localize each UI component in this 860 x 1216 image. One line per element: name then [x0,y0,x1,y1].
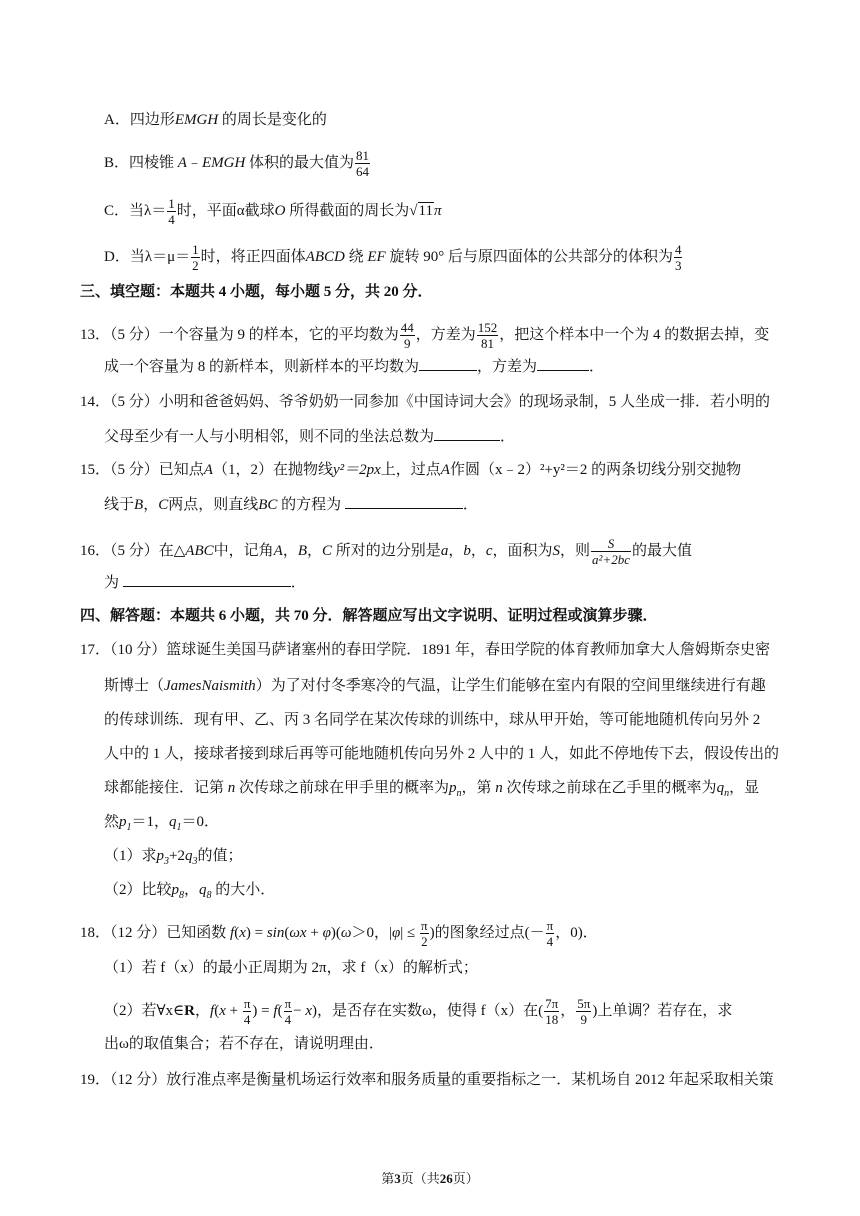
q15-point-a-2: A [440,462,450,478]
q18-real-set: R [184,1002,196,1019]
q17-line5-e: ，显 [729,780,760,796]
q15-point-c: C [158,497,169,513]
question-15-line2 [104,494,478,515]
option-d-num: 1 [192,242,199,257]
q18-sub2-b: ，是否存在实数ω，使得 f（x）在 [317,1002,539,1019]
question-17-line1: 17．（10 分）篮球诞生美国马萨诸塞州的春田学院．1891 年，春田学院的体育教师加拿大人詹姆斯奈史密 [80,642,771,658]
q17-sub1-b: 的值； [197,848,243,864]
q15-text-b: （1，2）在抛物线 [212,462,333,478]
q13-mean-num: 44 [400,320,414,335]
q13-var-num: 152 [477,320,498,335]
q15-line2-d: ． [462,497,478,513]
q18-point-x: $\frac{\pi}{4}$ [546,918,554,949]
q17-line5-a: 球都能接住．记第 [104,780,225,796]
option-c-den: 4 [168,212,175,227]
option-d-italic2: EF [367,248,386,265]
q16-text-b: 中，记角 [213,542,274,559]
option-b-fraction [355,148,370,179]
q17-name-italic: JamesNaismith [164,678,256,694]
q17-line5-b: 次传球之前球在甲手里的概率为 [239,780,450,796]
option-c-fraction [167,196,176,227]
option-a [104,110,327,130]
question-16-line1: 16．（5 分）在△ABC中，记角A，B，C 所对的边分别是a，b，c，面积为S，则 $\frac{S}{\text{a²+2bc}}$ 的最大值 [80,536,693,567]
q15-text-d: 作圆（x﹣2）²+y²＝2 的两条切线分别交抛物 [449,462,742,478]
q13-line2-b: ，方差为 [477,359,538,375]
q14-line2-b: ． [500,429,516,445]
question-19-line1: 19．（12 分）放行准点率是衡量机场运行效率和服务质量的重要指标之一．某机场自 2012 年起采取相关策 [80,1072,774,1088]
q16-text-f: 的最大值 [632,542,693,559]
option-a-italic: EMGH [174,112,219,128]
option-a-text: 的周长是变化的 [221,112,327,128]
q16-line2-b: ． [290,575,306,591]
q15-parabola-eq: y²＝2px [332,462,381,478]
q17-line5-c: ，第 [461,780,492,796]
q15-line2-b: 两点，则直线 [168,497,259,513]
q17-line6-a: 然 [104,814,120,830]
q13-mean-den: 9 [404,336,411,351]
q16-triangle: ABC [185,542,214,559]
page-footer [0,1168,860,1187]
question-17-line2 [104,676,766,696]
option-c-text2: 所得截面的周长为 [289,202,410,219]
question-16-line2 [104,572,306,593]
q15-line-bc: BC [258,497,278,513]
option-d-ans-num: 4 [674,242,682,257]
option-c-sqrt: 11 [418,202,433,219]
q18-shift-1: $\frac{\pi}{4}$ [243,996,251,1027]
footer-b: 页（共 [400,1171,440,1186]
q15-text-a: 15．（5 分）已知点 [80,462,204,478]
q17-sub2-b: 的大小． [215,882,276,898]
q15-line2-a: 线于 [104,497,135,513]
q13-blank-variance[interactable] [537,356,589,371]
option-d-answer-fraction [674,242,683,273]
q13-line2-c: ． [589,359,605,375]
q18-interval-left: $\frac{7\pi}{18}$ [545,996,559,1027]
question-17-sub1: （1）求$p_3+2q_3$的值； [104,848,243,867]
q18-sub2-c: 上单调？若存在，求 [597,1002,733,1019]
q15-blank[interactable] [345,494,463,509]
q16-text-c: 所对的边分别是 [335,542,441,559]
q18-text-a: 18．（12 分）已知函数 [80,924,227,941]
option-d-text: 时，将正四面体 [200,248,306,265]
option-d-den: 2 [192,258,199,273]
option-d-ans-den: 3 [674,258,682,273]
question-14-line1: 14．（5 分）小明和爸爸妈妈、爷爷奶奶一同参加《中国诗词大会》的现场录制，5 人坐成一排．若小明的 [80,394,771,410]
question-13-line1 [80,320,769,351]
option-d-text3: 旋转 90° 后与原四面体的公共部分的体积为 [389,248,673,265]
q18-text-b: 的图象经过点 [434,924,525,941]
q16-area-s: S [552,542,561,559]
option-c-text: 时，平面α截球 [176,202,275,219]
question-17-line6: 然$p_1=1$，$q_1=0$． [104,814,220,833]
q15-text-c: 上，过点 [380,462,441,478]
option-b-text: 体积的最大值为 [249,154,355,171]
q16-text-a: 16．（5 分）在△ [80,542,186,559]
q16-text-d: ，面积为 [492,542,553,559]
q18-interval-right: $\frac{5\pi}{9}$ [577,996,591,1027]
option-d-fraction [191,242,200,273]
q14-blank[interactable] [434,426,500,441]
option-b-italic2: EMGH [201,154,246,171]
question-18-sub2: （2）若∀x∈R，f(x + $\frac{\pi}{4}$ ) = f( $\frac{\pi}{4}$ − x)，是否存在实数ω，使得 f（x）在( $\frac{7\pi}{18}$ ， $\frac{5\pi}{9}$ )上单调？若存在，求 [104,996,733,1027]
q15-comma: ， [143,497,159,513]
question-17-sub2: （2）比较$p_8$，$q_8$ 的大小． [104,882,276,901]
q17-sub1-a: （1）求 [104,848,157,864]
option-c-label: C．当λ＝ [104,202,167,219]
q15-point-a: A [203,462,213,478]
q13-text-a: 13．（5 分）一个容量为 9 的样本，它的平均数为 [80,326,399,343]
q17-line6-c: ＝0． [181,814,220,830]
question-17-line4: 人中的 1 人，接球者接到球后再等可能地随机传向另外 2 人中的 1 人，如此不停地传下去，假设传出的 [104,746,780,762]
option-b-num: 81 [356,148,370,163]
q18-text-c: ． [582,924,598,941]
q16-frac-den: a²+2bc [592,552,630,567]
option-d-label: D．当λ＝μ＝ [104,248,191,265]
q15-line2-c: 的方程为 [281,497,342,513]
option-d-italic1: ABCD [305,248,345,265]
q16-line2-a: 为 [104,575,120,591]
q17-line6-b: ＝1， [131,814,170,830]
q17-line2-a: 斯博士（ [104,678,165,694]
question-13-line2 [104,356,604,377]
q13-var-den: 81 [481,336,495,351]
q13-variance-fraction [477,320,499,351]
footer-a: 第 [381,1171,395,1186]
question-18-sub1: （1）若 f（x）的最小正周期为 2π，求 f（x）的解析式； [104,960,478,976]
q16-text-e: ，则 [560,542,591,559]
option-d [104,242,683,273]
option-b [104,148,371,179]
option-b-label: B．四棱锥 [104,154,175,171]
q18-sub2-a: （2）若∀x∈ [104,1002,185,1019]
option-c-num: 1 [168,196,175,211]
footer-c: 页） [452,1171,479,1186]
question-15-line1 [80,460,741,480]
section-4-heading: 四、解答题：本题共 6 小题，共 70 分．解答题应写出文字说明、证明过程或演算步骤． [80,608,658,624]
q13-text-c: ，把这个样本中一个为 4 的数据去掉，变 [499,326,770,343]
q15-point-b: B [134,497,144,513]
q18-phi-bound: $\frac{\pi}{2}$ [421,918,428,949]
option-c-pi: π [433,202,442,219]
option-b-den: 64 [356,164,370,179]
q13-line2-a: 成一个容量为 8 的新样本，则新样本的平均数为 [104,359,420,375]
q16-frac-num: S [591,536,631,552]
footer-total-pages: 26 [439,1171,453,1186]
option-b-italic: A [177,154,187,171]
q17-line2-b: ）为了对付冬季寒冷的气温，让学生们能够在室内有限的空间里继续进行有趣 [255,678,766,694]
option-d-text2: 绕 [348,248,364,265]
section-3-heading: 三、填空题：本题共 4 小题，每小题 5 分，共 20 分． [80,284,433,300]
q13-mean-fraction [400,320,415,351]
q13-blank-mean[interactable] [419,356,477,371]
q13-text-b: ，方差为 [415,326,476,343]
q17-sub2-a: （2）比较 [104,882,172,898]
option-b-dash: ﹣ [186,154,202,171]
question-18-line3: 出ω的取值集合；若不存在，请说明理由． [104,1036,384,1052]
option-a-label: A．四边形 [104,112,175,128]
footer-page-number: 3 [394,1171,401,1186]
question-17-line5: 球都能接住．记第 n 次传球之前球在甲手里的概率为$p_n$，第 n 次传球之前球在乙手里的概率为$q_n$，显 [104,780,760,799]
option-c: C．当λ＝ $\frac{1}{4}$ 时，平面α截球O 所得截面的周长为√11π [104,196,442,227]
question-17-line3: 的传球训练．现有甲、乙、丙 3 名同学在某次传球的训练中，球从甲开始，等可能地随机传向另外 2 [104,712,761,728]
q16-fraction [591,536,631,567]
question-18-line1: 18．（12 分）已知函数 f(x) = sin(ωx + φ)(ω＞0，|φ| ≤ $\frac{\pi}{2}$ )的图象经过点(－ $\frac{\pi}{4}$ ，0)． [80,918,598,949]
q16-blank[interactable] [123,572,291,587]
q17-line5-d: 次传球之前球在乙手里的概率为 [506,780,717,796]
q14-line2-a: 父母至少有一人与小明相邻，则不同的坐法总数为 [104,429,435,445]
q18-shift-2: $\frac{\pi}{4}$ [284,996,292,1027]
question-14-line2 [104,426,515,447]
option-c-italic: O [274,202,286,219]
